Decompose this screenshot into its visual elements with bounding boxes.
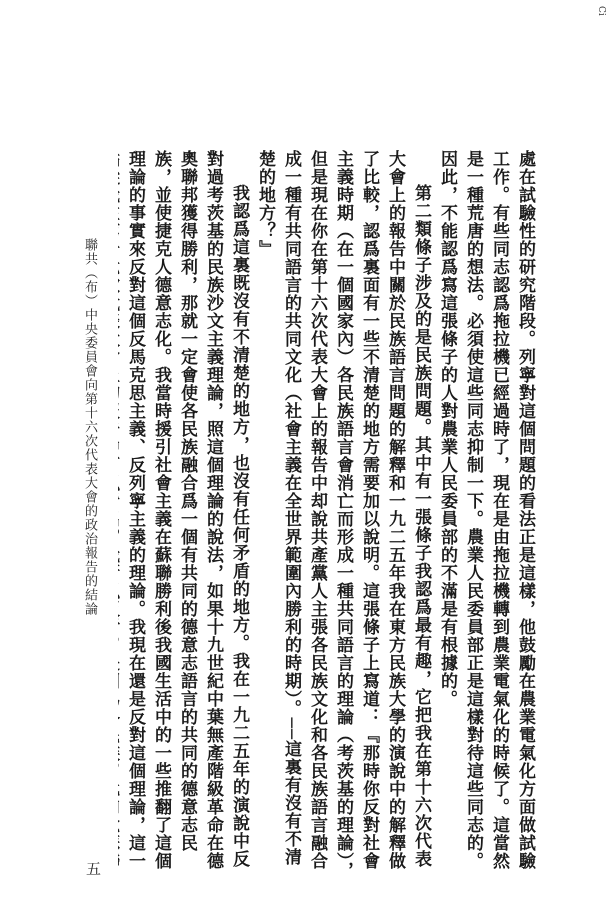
paragraph-1: 處在試驗性的研究階段。列寧對這個問題的看法正是這樣，他鼓勵在農業電氣化方面做試驗工作。有些同志認爲拖拉機已經過時了，現在是由拖拉機轉到農業電氣化的時候了。這當然是一種荒唐的想法。必須使這些同志抑制一下。農業人民委員部正是這樣對待這些同志的。因此，不能認爲寫這張條子的人對農業人民委員部的不滿是有根據的。: [437, 150, 535, 870]
paragraph-2: 第二類條子涉及的是民族問題。其中有一張條子我認爲最有趣，它把我在第十六次代表大會上的報告中關於民族語言問題的解釋和一九二五年我在東方民族大學的演說中的解釋做了比較，認爲裏面有一些不清楚的地方需要加以說明。這張條子上寫道：『那時你反對社會主義時期（在一個國家內）各民族語言會消亡而形成一種共同語言的理論（考茨基的理論），但是現在你在第十六次代表大會上的報告中却說共產黨人主張各民族文化和各民族語言融合成一種有共同語言的共同文化（社會主義在全世界範圍內勝利的時期）。──這裏有沒有不清楚的地方？』: [255, 150, 431, 880]
body-text: [118, 150, 538, 880]
paragraph-3: 我認爲這裏既沒有不清楚的地方，也沒有任何矛盾的地方。我在一九二五年的演說中反對過考茨基的民族沙文主義理論，照這個理論的說法，如果十九世紀中葉無產階級革命在德奧聯邦獲得勝利，那就一定會使各民族融合爲一個有共同的德意志語言的共同的德意志民族，並使捷克人德意志化。我當時援引社會主義在蘇聯勝利後我國生活中的一些推翻了這個理論的事實來反對這個反馬克思主義、反列寧主義的理論。我現在還是反對這個理論，這一: [125, 150, 249, 870]
page-number: 五: [86, 860, 102, 878]
running-head: 聯共（布）中央委員會向第十六次代表大會的政治報告的結論: [82, 238, 97, 616]
corner-mark: Ci: [596, 6, 606, 16]
